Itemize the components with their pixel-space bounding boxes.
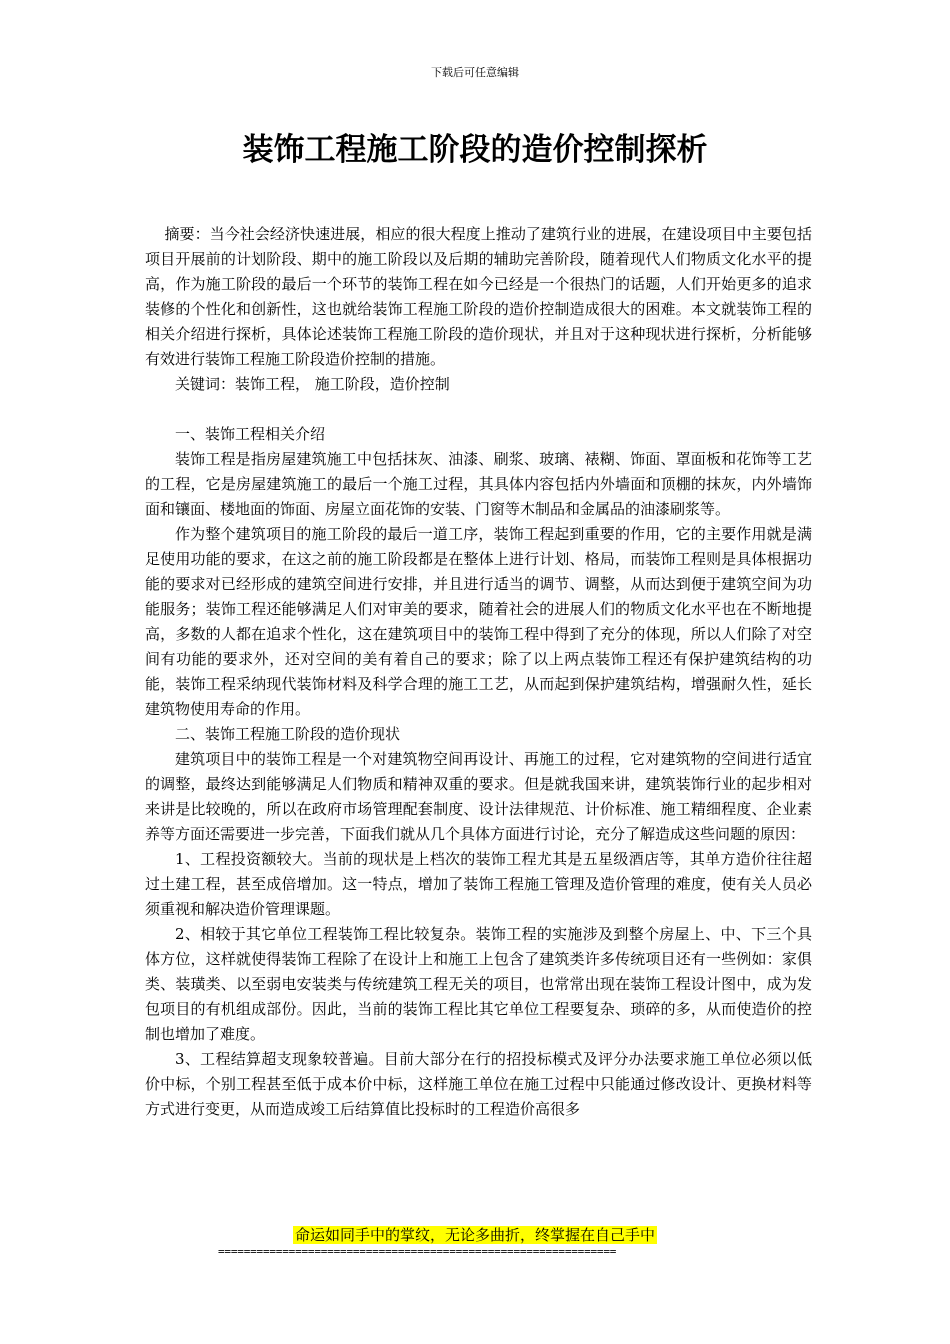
keywords-line: 关键词：装饰工程， 施工阶段，造价控制 [175, 375, 450, 393]
section2-item-3: 3、工程结算超支现象较普遍。目前大部分在行的招投标模式及评分办法要求施工单位必须以低价中标，个别工程甚至低于成本价中标，这样施工单位在施工过程中只能通过修改设计、更换材料等方式进行变更，从而造成竣工后结算值比投标时的工程造价高很多 [145, 1050, 812, 1118]
section1-paragraph-1: 装饰工程是指房屋建筑施工中包括抹灰、油漆、刷浆、玻璃、裱糊、饰面、罩面板和花饰等工艺的工程，它是房屋建筑施工的最后一个施工过程，其具体内容包括内外墙面和顶棚的抹灰，内外墙饰面和镶面、楼地面的饰面、房屋立面花饰的安装、门窗等木制品和金属品的油漆刷浆等。 [145, 450, 812, 518]
section1-paragraph-2: 作为整个建筑项目的施工阶段的最后一道工序，装饰工程起到重要的作用，它的主要作用就是满足使用功能的要求，在这之前的施工阶段都是在整体上进行计划、格局，而装饰工程则是具体根据功能的要求对已经形成的建筑空间进行安排，并且进行适当的调节、调整，从而达到便于建筑空间为功能服务；装饰工程还能够满足人们对审美的要求，随着社会的进展人们的物质文化水平也在不断地提高，多数的人都在追求个性化，这在建筑项目中的装饰工程中得到了充分的体现，所以人们除了对空间有功能的要求外，还对空间的美有着自己的要求；除了以上两点装饰工程还有保护建筑结构的功能，装饰工程采纳现代装饰材料及科学合理的施工工艺，从而起到保护建筑结构，增强耐久性，延长建筑物使用寿命的作用。 [145, 525, 812, 718]
footer-separator: ============================================================== [218, 1245, 617, 1258]
footer-highlight [0, 1224, 950, 1246]
header-note: 下载后可任意编辑 [431, 66, 519, 79]
section2-paragraph-1: 建筑项目中的装饰工程是一个对建筑物空间再设计、再施工的过程，它对建筑物的空间进行适宜的调整，最终达到能够满足人们物质和精神双重的要求。但是就我国来讲，建筑装饰行业的起步相对来讲是比较晚的，所以在政府市场管理配套制度、设计法律规范、计价标准、施工精细程度、企业素养等方面还需要进一步完善，下面我们就从几个具体方面进行讨论，充分了解造成这些问题的原因： [145, 750, 812, 843]
footer-highlight-text: 命运如同手中的掌纹，无论多曲折，终掌握在自己手中 [294, 1226, 655, 1244]
document-body [145, 222, 812, 1122]
section2-heading: 二、装饰工程施工阶段的造价现状 [175, 725, 401, 743]
blank-line [145, 397, 812, 422]
section2-item-2: 2、相较于其它单位工程装饰工程比较复杂。装饰工程的实施涉及到整个房屋上、中、下三个具体方位，这样就使得装饰工程除了在设计上和施工上包含了建筑类许多传统项目还有一些例如：家俱类、装璜类、以至弱电安装类与传统建筑工程无关的项目，也常常出现在装饰工程设计图中，成为发包项目的有机组成部份。因此，当前的装饰工程比其它单位工程要复杂、琐碎的多，从而使造价的控制也增加了难度。 [145, 925, 812, 1043]
abstract-paragraph: 摘要：当今社会经济快速进展，相应的很大程度上推动了建筑行业的进展，在建设项目中主要包括项目开展前的计划阶段、期中的施工阶段以及后期的辅助完善阶段，随着现代人们物质文化水平的提高，作为施工阶段的最后一个环节的装饰工程在如今已经是一个很热门的话题，人们开始更多的追求装修的个性化和创新性，这也就给装饰工程施工阶段的造价控制造成很大的困难。本文就装饰工程的相关介绍进行探析，具体论述装饰工程施工阶段的造价现状，并且对于这种现状进行探析，分析能够有效进行装饰工程施工阶段造价控制的措施。 [145, 225, 812, 368]
document-title: 装饰工程施工阶段的造价控制探析 [242, 132, 708, 168]
section2-item-1: 1、工程投资额较大。当前的现状是上档次的装饰工程尤其是五星级酒店等，其单方造价往往超过土建工程，甚至成倍增加。这一特点，增加了装饰工程施工管理及造价管理的难度，使有关人员必须重视和解决造价管理课题。 [145, 850, 812, 918]
section1-heading: 一、装饰工程相关介绍 [175, 425, 326, 443]
